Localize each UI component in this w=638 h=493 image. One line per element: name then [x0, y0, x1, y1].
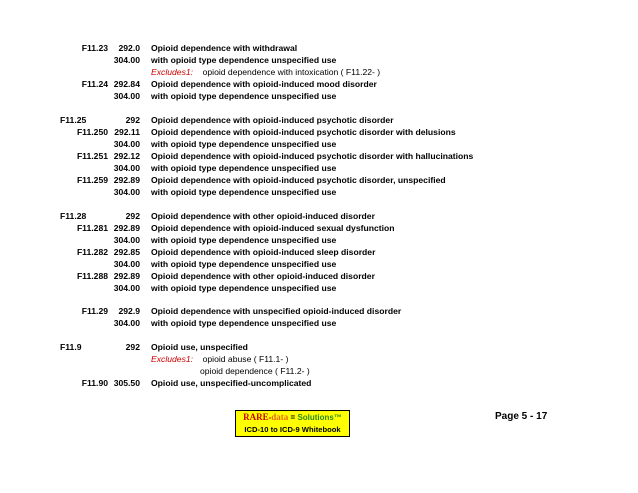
description: Opioid dependence with other opioid-induced disorder: [151, 271, 375, 281]
description: Opioid dependence with opioid-induced sleep disorder: [151, 247, 376, 257]
icd10-code: F11.29: [81, 306, 108, 316]
table-row: [0, 210, 638, 222]
table-row: [0, 282, 638, 294]
icd9-code: 304.00: [113, 283, 140, 293]
rare-data-logo: [235, 410, 350, 437]
icd9-code: 292.89: [113, 175, 140, 185]
description: with opioid type dependence unspecified use: [151, 139, 337, 149]
table-row: [0, 126, 638, 138]
table-row: [0, 78, 638, 90]
logo-subtitle: ICD-10 to ICD-9 Whitebook: [244, 425, 341, 434]
excludes-label: Excludes1:: [151, 67, 194, 77]
description: Opioid dependence with opioid-induced psychotic disorder: [151, 115, 394, 125]
table-row: [0, 138, 638, 150]
description: Opioid use, unspecified: [151, 342, 248, 352]
table-row: [0, 174, 638, 186]
table-row: [0, 317, 638, 329]
icd9-code: 292.84: [113, 79, 140, 89]
table-row: [0, 114, 638, 126]
logo-title: [236, 411, 349, 424]
icd9-code: 304.00: [113, 235, 140, 245]
icd9-code: 305.50: [113, 378, 140, 388]
logo-dash: -: [268, 413, 272, 422]
icd10-code: F11.282: [76, 247, 108, 257]
table-row: [0, 377, 638, 389]
icd10-code: F11.259: [76, 175, 108, 185]
description: with opioid type dependence unspecified use: [151, 318, 337, 328]
description: with opioid type dependence unspecified use: [151, 91, 337, 101]
icd9-code: 304.00: [113, 139, 140, 149]
description: with opioid type dependence unspecified use: [151, 235, 337, 245]
icd9-code: 292.89: [113, 223, 140, 233]
icd10-code: F11.24: [81, 79, 108, 89]
table-row: [0, 246, 638, 258]
description: Opioid dependence with opioid-induced psychotic disorder with delusions: [151, 127, 456, 137]
excludes-note: [151, 353, 288, 365]
icd10-code: F11.25: [60, 115, 87, 125]
icd10-code: F11.9: [60, 342, 82, 352]
excludes-label: Excludes1:: [151, 354, 194, 364]
description: with opioid type dependence unspecified use: [151, 259, 337, 269]
table-row: [0, 305, 638, 317]
logo-rare: RARE: [243, 412, 269, 422]
icd9-code: 292.11: [114, 127, 140, 137]
excludes-row: [0, 353, 638, 365]
icd9-code: 304.00: [113, 187, 140, 197]
icd9-code: 292.89: [113, 271, 140, 281]
description: Opioid dependence with withdrawal: [151, 43, 298, 53]
icd9-code: 292.9: [118, 306, 140, 316]
table-row: [0, 222, 638, 234]
description: with opioid type dependence unspecified use: [151, 163, 337, 173]
icd9-code: 292.12: [113, 151, 140, 161]
table-row: [0, 150, 638, 162]
table-row: [0, 162, 638, 174]
description: with opioid type dependence unspecified use: [151, 187, 337, 197]
description: Opioid dependence with opioid-induced sexual dysfunction: [151, 223, 395, 233]
icd9-code: 292: [125, 211, 140, 221]
description: Opioid dependence with opioid-induced mood disorder: [151, 79, 377, 89]
icd10-code: F11.281: [76, 223, 108, 233]
icd10-code: F11.28: [60, 211, 87, 221]
description: with opioid type dependence unspecified use: [151, 55, 337, 65]
icd9-code: 292: [125, 115, 140, 125]
logo-equals: =: [290, 413, 296, 422]
icd10-code: F11.23: [81, 43, 108, 53]
icd9-code: 304.00: [113, 318, 140, 328]
icd9-code: 304.00: [113, 55, 140, 65]
description: Opioid dependence with opioid-induced psychotic disorder with hallucinations: [151, 151, 474, 161]
icd9-code: 292.0: [118, 43, 140, 53]
icd10-code: F11.251: [76, 151, 108, 161]
excludes-row: [0, 66, 638, 78]
icd9-code: 304.00: [113, 163, 140, 173]
description: Opioid dependence with unspecified opioid-induced disorder: [151, 306, 402, 316]
table-row: [0, 54, 638, 66]
logo-data: data: [271, 412, 289, 422]
excludes-text: opioid dependence ( F11.2- ): [200, 366, 310, 376]
table-row: [0, 341, 638, 353]
page-number: Page 5 - 17: [495, 411, 548, 422]
logo-solutions: Solutions™: [297, 413, 342, 422]
icd9-code: 292: [125, 342, 140, 352]
table-row: [0, 42, 638, 54]
excludes-text: opioid dependence with intoxication ( F11.22- ): [202, 67, 381, 77]
excludes-text: opioid abuse ( F11.1- ): [202, 354, 289, 364]
icd9-code: 304.00: [113, 259, 140, 269]
description: Opioid use, unspecified-uncomplicated: [151, 378, 312, 388]
table-row: [0, 258, 638, 270]
icd9-code: 304.00: [113, 91, 140, 101]
table-row: [0, 186, 638, 198]
table-row: [0, 234, 638, 246]
icd10-code: F11.90: [81, 378, 108, 388]
icd10-code: F11.288: [76, 271, 108, 281]
icd10-code: F11.250: [76, 127, 108, 137]
table-row: [0, 90, 638, 102]
description: Opioid dependence with other opioid-induced disorder: [151, 211, 375, 221]
icd9-code: 292.85: [113, 247, 140, 257]
excludes-row: [0, 365, 638, 377]
table-row: [0, 270, 638, 282]
excludes-note: [151, 66, 380, 78]
description: Opioid dependence with opioid-induced psychotic disorder, unspecified: [151, 175, 446, 185]
description: with opioid type dependence unspecified use: [151, 283, 337, 293]
